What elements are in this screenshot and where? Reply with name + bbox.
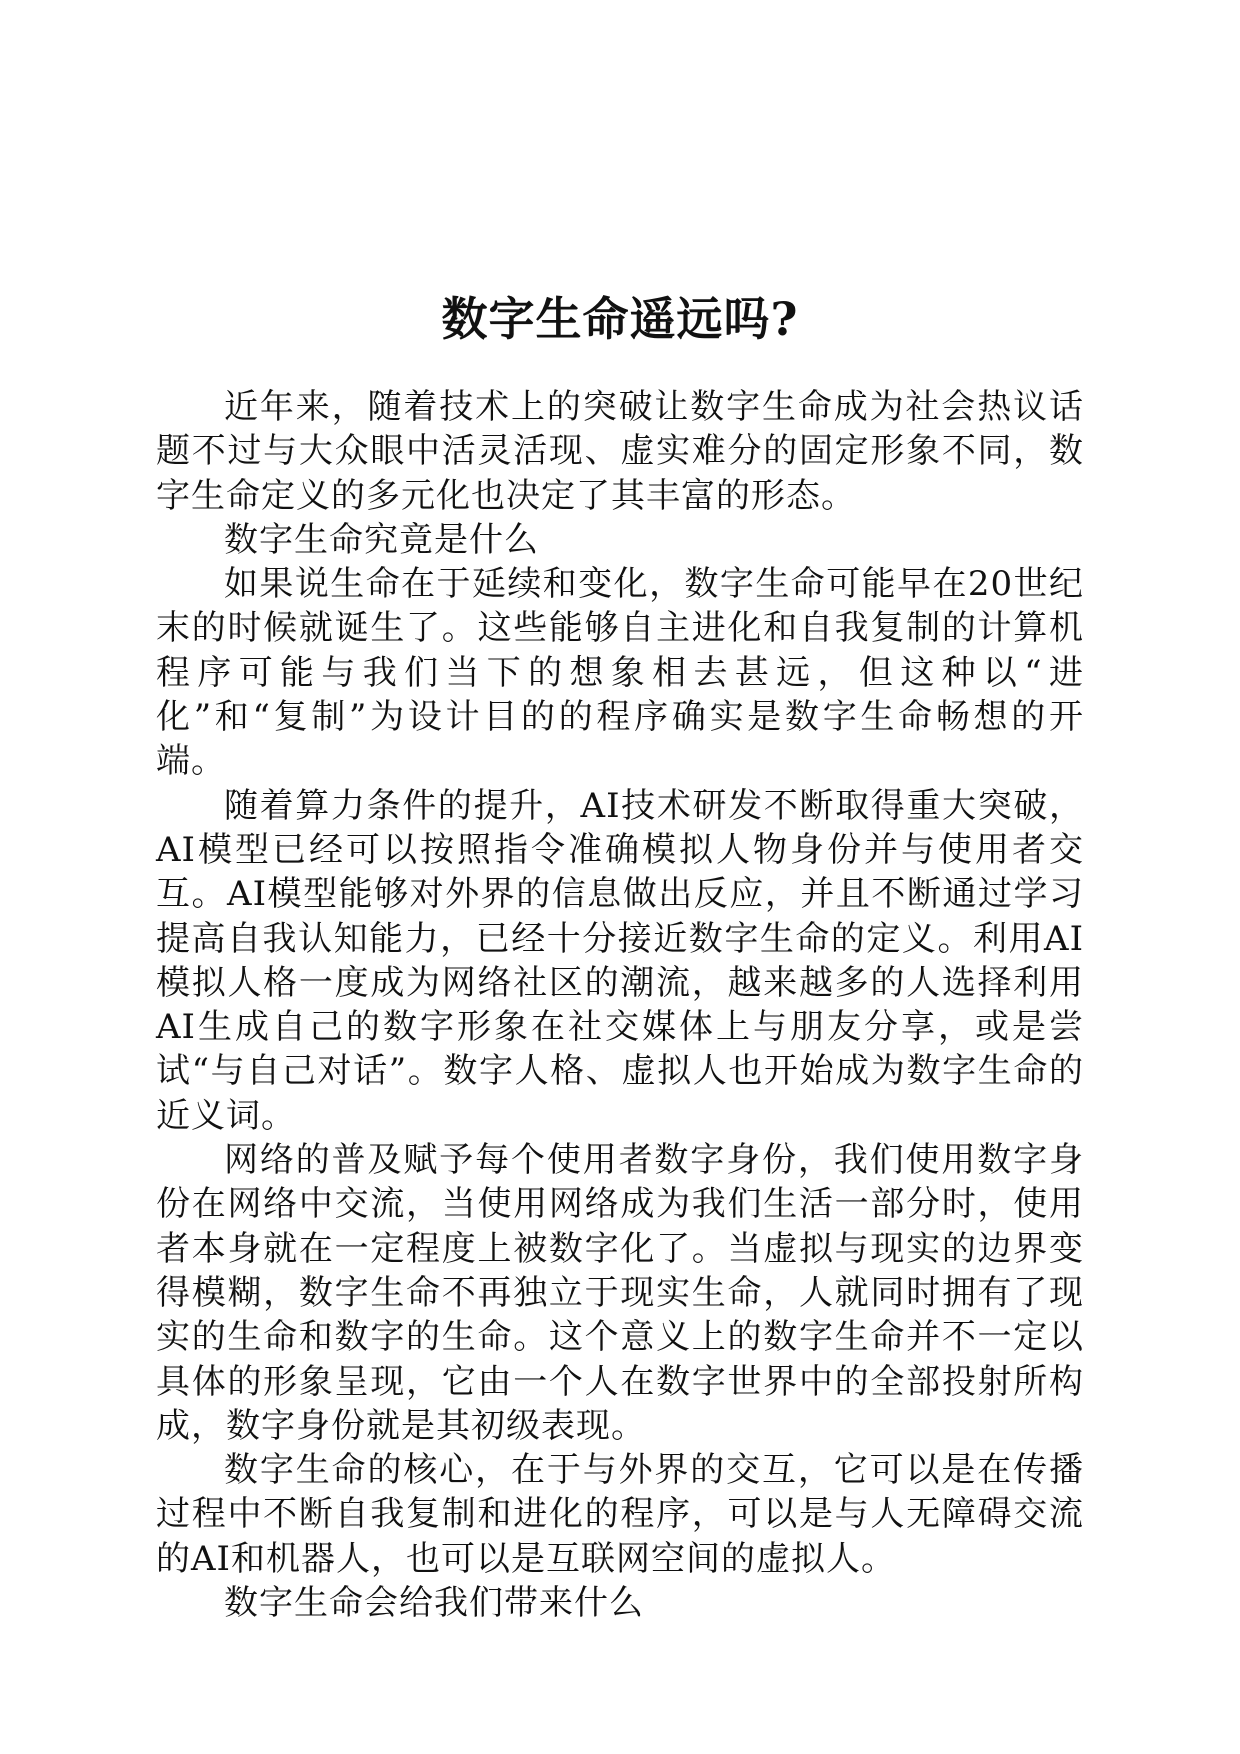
paragraph-origin: 如果说生命在于延续和变化，数字生命可能早在20世纪末的时候就诞生了。这些能够自主进化和自我复制的计算机程序可能与我们当下的想象相去甚远，但这种以“进化”和“复制”为设计目的的程序确实是数字生命畅想的开端。: [156, 564, 1084, 782]
paragraph-intro: 近年来，随着技术上的突破让数字生命成为社会热议话题不过与大众眼中活灵活现、虚实难分的固定形象不同，数字生命定义的多元化也决定了其丰富的形态。: [156, 387, 1084, 516]
document-body: [156, 385, 1084, 1625]
section-heading-what-brings: 数字生命会给我们带来什么: [224, 1583, 644, 1624]
document-title: 数字生命遥远吗?: [441, 291, 799, 346]
paragraph-ai: 随着算力条件的提升，AI技术研发不断取得重大突破，AI模型已经可以按照指令准确模拟人物身份并与使用者交互。AI模型能够对外界的信息做出反应，并且不断通过学习提高自我认知能力，已经十分接近数字生命的定义。利用AI模拟人格一度成为网络社区的潮流，越来越多的人选择利用AI生成自己的数字形象在社交媒体上与朋友分享，或是尝试“与自己对话”。数字人格、虚拟人也开始成为数字生命的近义词。: [156, 785, 1084, 1136]
paragraph-digital-identity: 网络的普及赋予每个使用者数字身份，我们使用数字身份在网络中交流，当使用网络成为我们生活一部分时，使用者本身就在一定程度上被数字化了。当虚拟与现实的边界变得模糊，数字生命不再独立于现实生命，人就同时拥有了现实的生命和数字的生命。这个意义上的数字生命并不一定以具体的形象呈现，它由一个人在数字世界中的全部投射所构成，数字身份就是其初级表现。: [156, 1140, 1084, 1446]
paragraph-core: 数字生命的核心，在于与外界的交互，它可以是在传播过程中不断自我复制和进化的程序，可以是与人无障碍交流的AI和机器人，也可以是互联网空间的虚拟人。: [156, 1450, 1084, 1579]
section-heading-what-is: 数字生命究竟是什么: [224, 519, 539, 560]
